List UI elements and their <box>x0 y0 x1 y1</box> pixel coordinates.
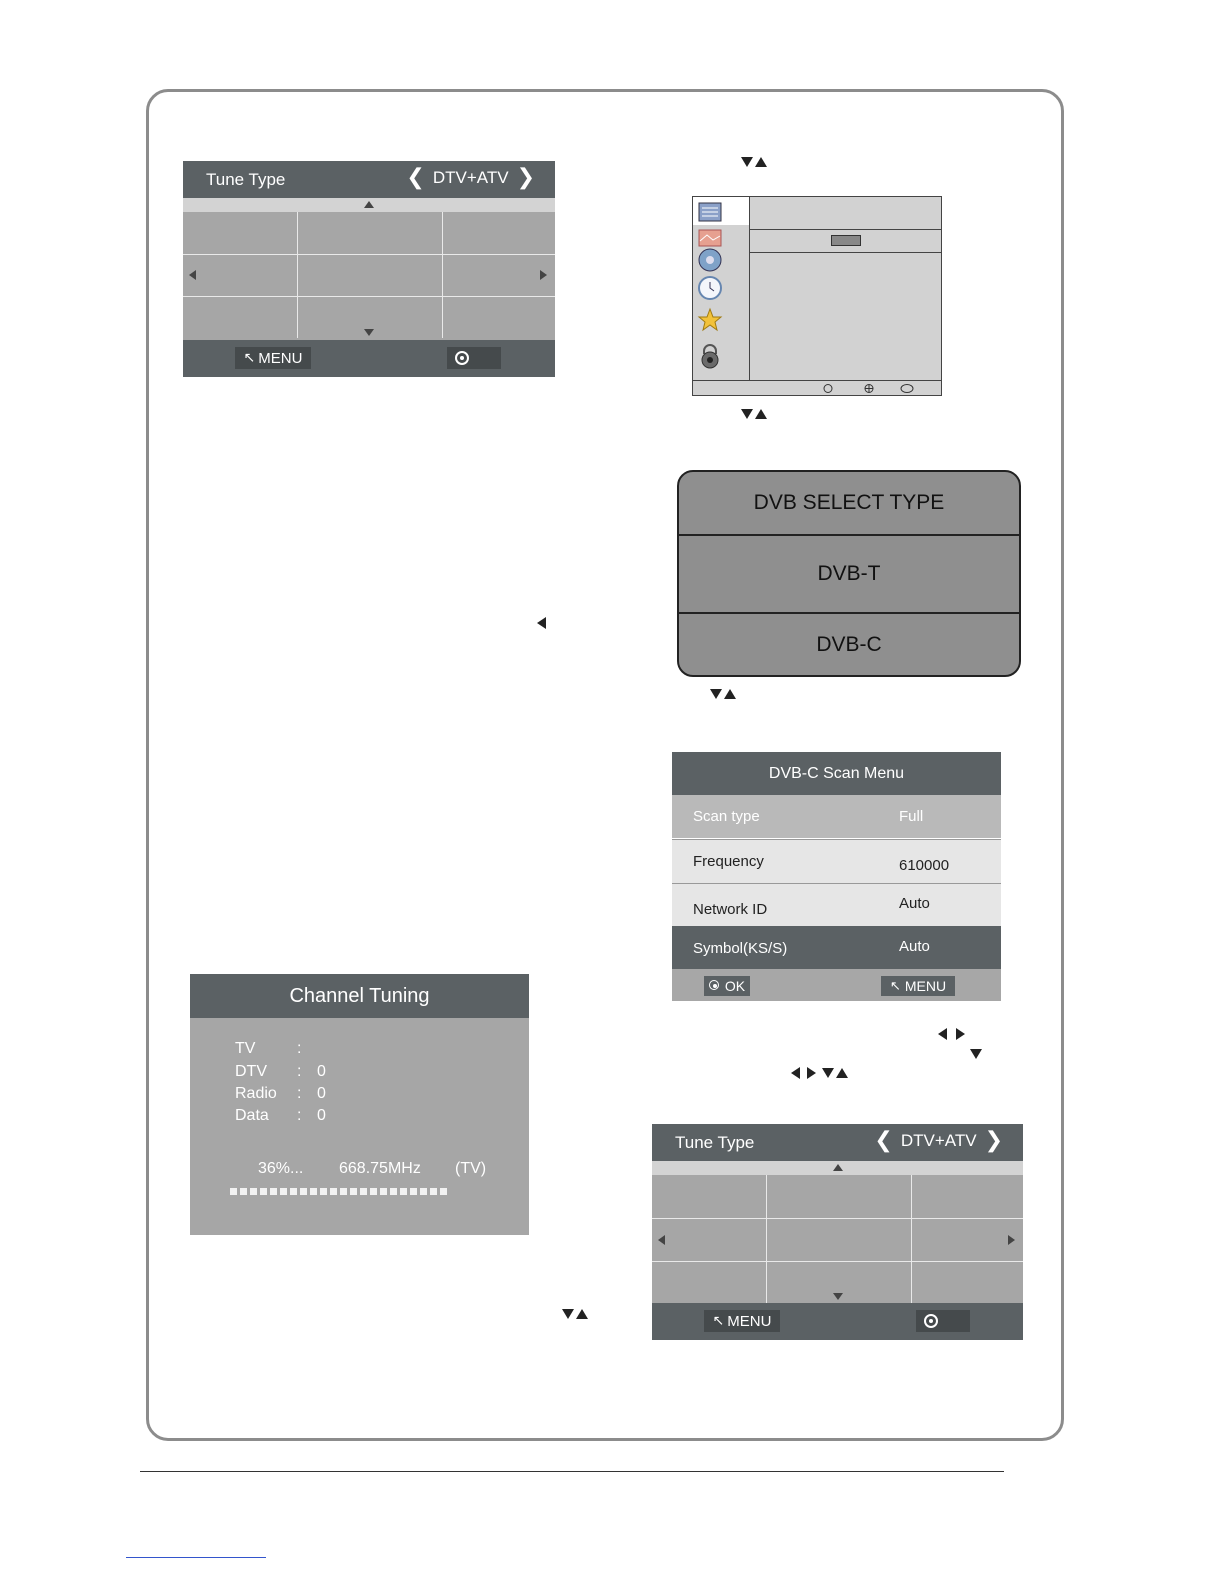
data-count: 0 <box>317 1107 326 1124</box>
arrow-down-icon <box>970 1049 982 1059</box>
arrow-left-icon <box>537 617 546 629</box>
scroll-down-icon[interactable] <box>833 1293 843 1300</box>
arrow-left-icon <box>938 1028 947 1040</box>
progress-segment <box>440 1188 447 1195</box>
symbol-rate-label: Symbol(KS/S) <box>693 940 788 957</box>
radio-count: 0 <box>317 1085 326 1102</box>
progress-segment <box>390 1188 397 1195</box>
arrow-up-icon <box>755 409 767 419</box>
progress-segment <box>370 1188 377 1195</box>
progress-segment <box>290 1188 297 1195</box>
frequency-label: Frequency <box>693 853 764 870</box>
separator: : <box>297 1063 302 1080</box>
menu-button[interactable] <box>704 1310 780 1332</box>
symbol-rate-value: Auto <box>899 938 930 955</box>
tune-type-value: DTV+ATV <box>900 1131 977 1150</box>
arrow-down-icon <box>741 409 753 419</box>
scan-progress-bar <box>230 1188 447 1195</box>
arrow-right-icon <box>807 1067 816 1079</box>
chevron-left-icon[interactable]: ❮ <box>406 165 425 190</box>
dvb-select-title: DVB SELECT TYPE <box>753 491 945 514</box>
tune-type-label: Tune Type <box>206 170 286 189</box>
hint-icons <box>823 383 933 394</box>
clock-icon[interactable] <box>697 275 723 301</box>
scroll-down-icon[interactable] <box>364 329 374 336</box>
arrow-down-icon <box>562 1309 574 1319</box>
channel-tuning-panel <box>190 974 529 1235</box>
separator: : <box>297 1085 302 1102</box>
frequency-value: 610000 <box>899 857 950 874</box>
return-icon: ↖ <box>243 350 256 366</box>
progress-segment <box>320 1188 327 1195</box>
arrow-up-icon <box>755 157 767 167</box>
menu-label: MENU <box>258 349 303 367</box>
progress-segment <box>330 1188 337 1195</box>
dtv-count: 0 <box>317 1063 326 1080</box>
radio-label: Radio <box>235 1085 277 1102</box>
arrow-down-icon <box>710 689 722 699</box>
scroll-right-icon[interactable] <box>1008 1235 1015 1245</box>
arrow-up-icon <box>724 689 736 699</box>
tune-type-label: Tune Type <box>675 1133 755 1152</box>
progress-segment <box>240 1188 247 1195</box>
scroll-right-icon[interactable] <box>540 270 547 280</box>
separator: : <box>297 1040 302 1057</box>
tv-label: TV <box>235 1040 256 1057</box>
setup-menu-row <box>750 197 941 230</box>
scan-percent: 36%... <box>258 1160 304 1177</box>
scan-mode: (TV) <box>455 1160 487 1177</box>
setup-menu-hint-bar <box>693 380 941 396</box>
symbol-rate-row[interactable] <box>672 926 1001 969</box>
menu-button[interactable] <box>235 347 311 369</box>
progress-segment <box>420 1188 427 1195</box>
dtv-label: DTV <box>235 1063 267 1080</box>
channel-grid <box>183 212 555 338</box>
setup-menu-thumbnail <box>692 196 942 396</box>
progress-segment <box>360 1188 367 1195</box>
progress-segment <box>300 1188 307 1195</box>
scroll-up-icon[interactable] <box>833 1164 843 1171</box>
setup-menu-value-box <box>831 235 861 246</box>
tune-type-footer <box>183 340 555 377</box>
progress-segment <box>340 1188 347 1195</box>
network-id-row[interactable] <box>672 883 1001 927</box>
footer-link-underline <box>126 1557 266 1558</box>
ok-icon <box>455 351 469 365</box>
progress-segment <box>280 1188 287 1195</box>
chevron-left-icon[interactable]: ❮ <box>874 1128 893 1153</box>
scan-type-label: Scan type <box>693 808 760 825</box>
footer-rule <box>140 1471 1004 1472</box>
scroll-left-icon[interactable] <box>658 1235 665 1245</box>
dvbc-scan-menu <box>672 752 1001 1001</box>
arrow-up-icon <box>576 1309 588 1319</box>
progress-segment <box>260 1188 267 1195</box>
scroll-up-icon[interactable] <box>364 201 374 208</box>
arrow-up-icon <box>836 1068 848 1078</box>
progress-segment <box>270 1188 277 1195</box>
separator: : <box>297 1107 302 1124</box>
tune-type-panel-top <box>183 161 555 377</box>
tune-type-header <box>183 161 555 198</box>
scroll-left-icon[interactable] <box>189 270 196 280</box>
ok-icon <box>709 980 721 992</box>
tune-type-selector[interactable] <box>406 166 535 190</box>
ok-icon <box>924 1314 938 1328</box>
frequency-row[interactable] <box>672 839 1001 883</box>
channel-icon[interactable] <box>697 199 723 225</box>
ok-button[interactable] <box>704 976 750 996</box>
star-icon[interactable] <box>697 307 723 333</box>
scroll-strip <box>652 1161 1023 1175</box>
scan-frequency: 668.75MHz <box>339 1160 421 1177</box>
arrow-left-icon <box>791 1067 800 1079</box>
progress-segment <box>310 1188 317 1195</box>
tune-type-value: DTV+ATV <box>432 168 509 187</box>
scan-menu-title: DVB-C Scan Menu <box>672 752 1001 795</box>
dvb-option-t[interactable]: DVB-T <box>817 562 881 585</box>
data-label: Data <box>235 1107 269 1124</box>
arrow-down-icon <box>822 1068 834 1078</box>
progress-segment <box>350 1188 357 1195</box>
progress-segment <box>430 1188 437 1195</box>
channel-tuning-title: Channel Tuning <box>190 974 529 1018</box>
chevron-right-icon[interactable]: ❯ <box>516 165 535 190</box>
ok-button[interactable] <box>447 347 501 369</box>
arrow-down-icon <box>741 157 753 167</box>
dvb-option-c[interactable]: DVB-C <box>816 632 882 656</box>
tune-type-header <box>652 1124 1023 1161</box>
ok-label: OK <box>724 978 746 994</box>
scan-type-row[interactable] <box>672 795 1001 838</box>
scroll-strip <box>183 198 555 212</box>
scan-type-value: Full <box>899 808 924 825</box>
tune-type-selector[interactable] <box>874 1129 1003 1153</box>
return-icon: ↖ <box>889 978 901 994</box>
setup-menu-sidebar <box>693 197 750 380</box>
arrow-right-icon <box>956 1028 965 1040</box>
tune-type-panel-bottom <box>652 1124 1023 1340</box>
setup-menu-row <box>750 230 941 253</box>
channel-grid <box>652 1175 1023 1303</box>
menu-label: MENU <box>904 978 947 994</box>
menu-label: MENU <box>727 1312 772 1330</box>
sound-icon[interactable] <box>697 247 723 273</box>
network-id-label: Network ID <box>693 901 768 918</box>
progress-segment <box>230 1188 237 1195</box>
progress-segment <box>250 1188 257 1195</box>
return-icon: ↖ <box>712 1313 725 1329</box>
progress-segment <box>380 1188 387 1195</box>
progress-segment <box>400 1188 407 1195</box>
menu-button[interactable] <box>881 976 955 996</box>
lock-icon[interactable] <box>697 343 723 369</box>
scan-menu-footer <box>672 969 1001 1001</box>
tune-type-footer <box>652 1303 1023 1340</box>
chevron-right-icon[interactable]: ❯ <box>984 1128 1003 1153</box>
network-id-value: Auto <box>899 895 930 912</box>
ok-button[interactable] <box>916 1310 970 1332</box>
progress-segment <box>410 1188 417 1195</box>
dvb-select-type-dialog <box>677 470 1021 677</box>
